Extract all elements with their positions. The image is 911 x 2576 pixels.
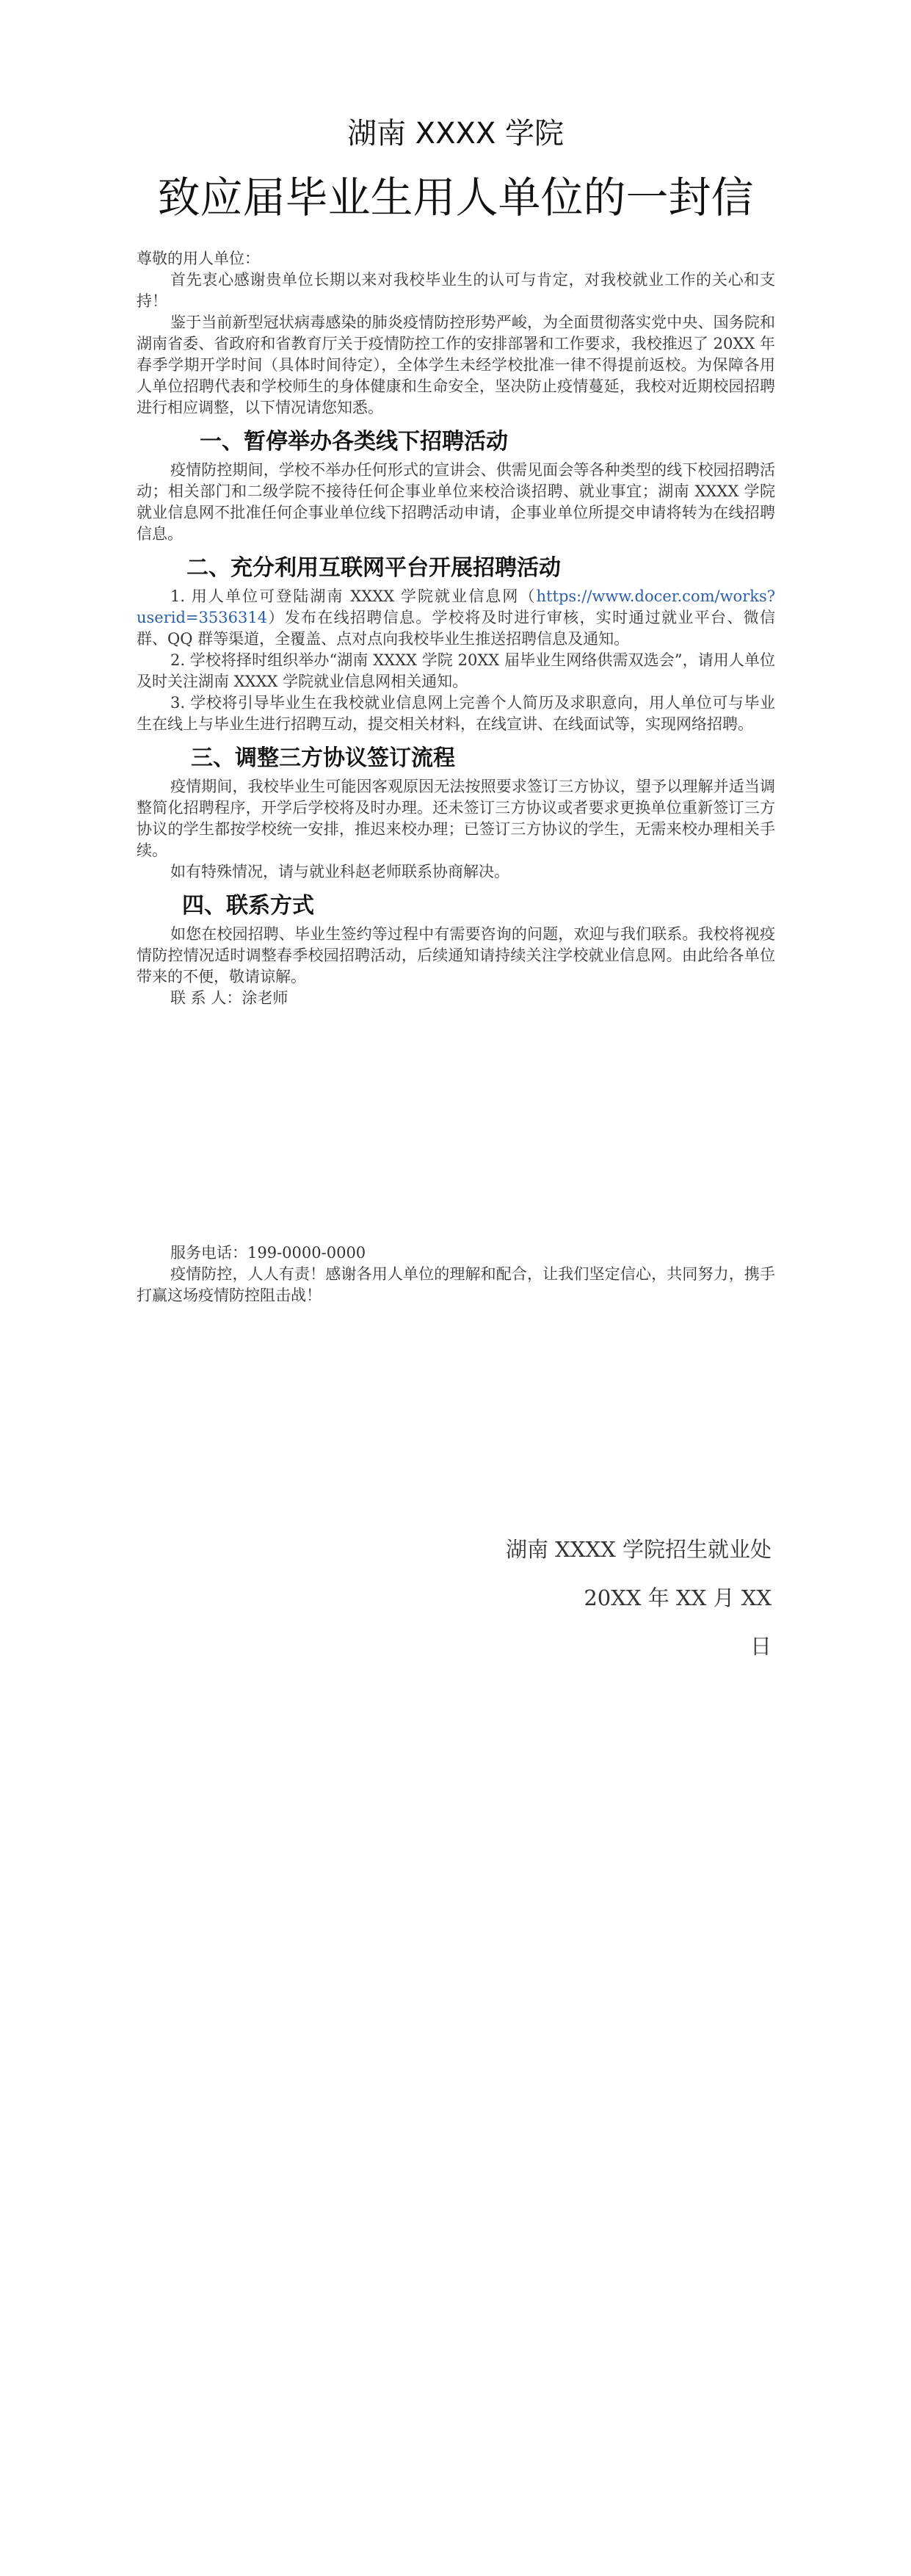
- section-2-item-3: 3. 学校将引导毕业生在我校就业信息网上完善个人简历及求职意向，用人单位可与毕业生在线上与毕业生进行招聘互动，提交相关材料，在线宣讲、在线面试等，实现网络招聘。: [137, 694, 775, 733]
- section-4-paragraph: 如您在校园招聘、毕业生签约等过程中有需要咨询的问题，欢迎与我们联系。我校将视疫情防控情况适时调整春季校园招聘活动，后续通知请持续关注学校就业信息网。由此给各单位带来的不便，敬请谅解。: [137, 925, 775, 985]
- section-2-item-1-text-b: ）发布在线招聘信息。学校将及时进行审核，实时通过就业平台、微信群、QQ 群等渠道，全覆盖、点对点向我校毕业生推送招聘信息及通知。: [137, 609, 775, 648]
- signature-day: 日: [750, 1634, 772, 1659]
- section-3-paragraph-1: 疫情期间，我校毕业生可能因客观原因无法按照要求签订三方协议，望予以理解并适当调整简化招聘程序，开学后学校将及时办理。还未签订三方协议或者要求更换单位重新签订三方协议的学生都按学校统一安排，推迟来校办理；已签订三方协议的学生，无需来校办理相关手续。: [137, 778, 775, 859]
- salutation: 尊敬的用人单位：: [137, 250, 260, 267]
- section-4-heading: 四、联系方式: [182, 893, 314, 919]
- closing-paragraph: 疫情防控，人人有责！感谢各用人单位的理解和配合，让我们坚定信心，共同努力，携手打赢这场疫情防控阻击战！: [137, 1265, 775, 1304]
- section-3-paragraph-2: 如有特殊情况，请与就业科赵老师联系协商解决。: [170, 863, 509, 880]
- job-site-link[interactable]: https://www.docer.com/works?userid=3536314: [137, 587, 775, 626]
- section-2-item-1: [137, 586, 775, 650]
- section-2-item-2: 2. 学校将择时组织举办“湖南 XXXX 学院 20XX 届毕业生网络供需双选会”，请用人单位及时关注湖南 XXXX 学院就业信息网相关通知。: [137, 651, 775, 690]
- section-2-item-1-text-a: 1. 用人单位可登陆湖南 XXXX 学院就业信息网（: [170, 587, 537, 605]
- intro-paragraph-2: 鉴于当前新型冠状病毒感染的肺炎疫情防控形势严峻，为全面贯彻落实党中央、国务院和湖南省委、省政府和省教育厅关于疫情防控工作的安排部署和工作要求，我校推迟了 20XX 年春季学期开学时间（具体时间待定），全体学生未经学校批准一律不得提前返校。为保障各用人单位招聘代表和学校师生的身体健康和生命安全，坚决防止疫情蔓延，我校对近期校园招聘进行相应调整，以下情况请您知悉。: [137, 314, 775, 416]
- service-phone: 服务电话：199-0000-0000: [170, 1244, 366, 1262]
- school-name: 湖南 XXXX 学院: [346, 117, 565, 151]
- blank-space: [137, 1009, 775, 1242]
- signature-date: 20XX 年 XX 月 XX: [584, 1585, 772, 1610]
- intro-paragraph-1: 首先衷心感谢贵单位长期以来对我校毕业生的认可与肯定，对我校就业工作的关心和支持！: [137, 271, 775, 310]
- section-2-heading: 二、充分利用互联网平台开展招聘活动: [186, 555, 561, 581]
- section-3-heading: 三、调整三方协议签订流程: [191, 745, 455, 771]
- letter-body: [137, 248, 775, 1306]
- contact-person: 联 系 人：涂老师: [170, 989, 288, 1007]
- letter-title: 致应届毕业生用人单位的一封信: [157, 173, 754, 222]
- section-1-heading: 一、暂停举办各类线下招聘活动: [200, 429, 508, 455]
- signature-org: 湖南 XXXX 学院招生就业处: [505, 1537, 772, 1562]
- section-1-paragraph: 疫情防控期间，学校不举办任何形式的宣讲会、供需见面会等各种类型的线下校园招聘活动；相关部门和二级学院不接待任何企事业单位来校洽谈招聘、就业事宜；湖南 XXXX 学院就业信息网不批准任何企事业单位线下招聘活动申请，企事业单位所提交申请将转为在线招聘信息。: [137, 461, 775, 543]
